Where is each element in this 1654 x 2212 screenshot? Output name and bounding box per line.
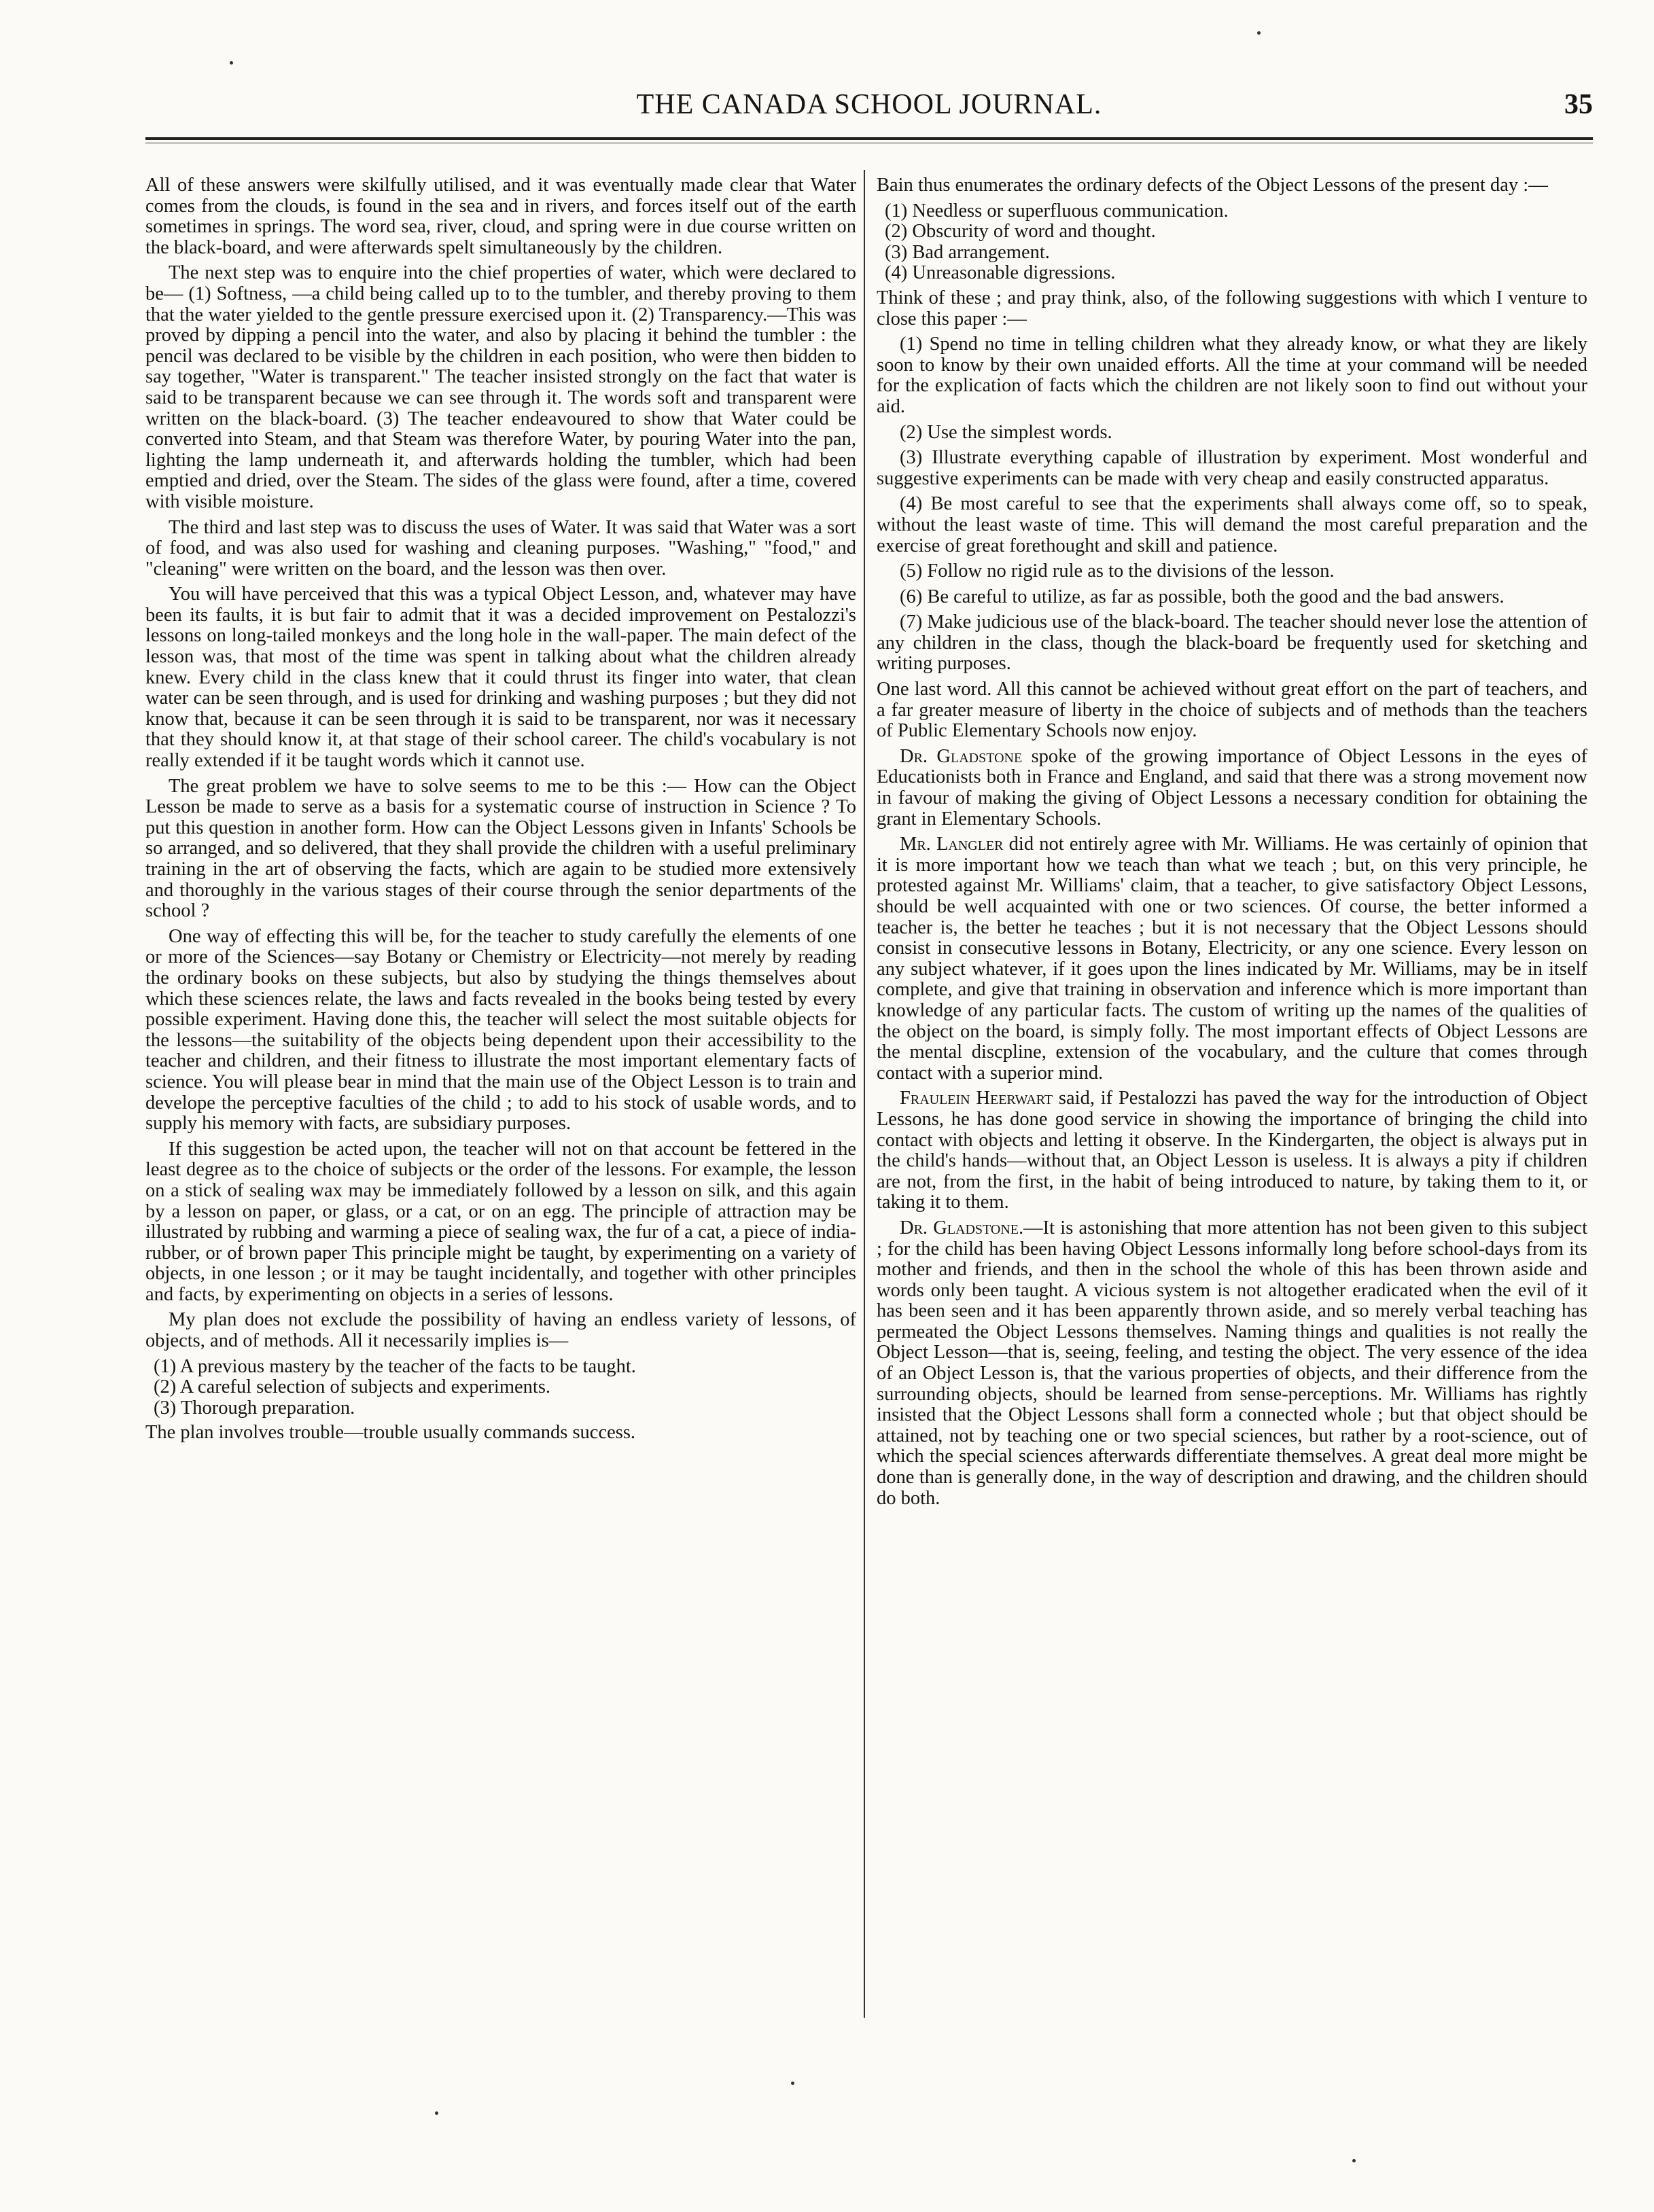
- speaker-text: did not entirely agree with Mr. Williams. He was certainly of opinion that it is more important how we teach than what we teach ; but, on this very principle, he protested against Mr. Williams' claim, that a teacher, to give satisfactory Object Lessons, should be well acquainted with one or two sciences. Of course, the better informed a teacher is, the better he teaches ; but it is not necessary that the Object Lessons should consist in consecutive lessons in Botany, Electricity, or any one science. Every lesson on any subject whatever, if it goes upon the lines indicated by Mr. Williams, may be in itself complete, and give that training in observation and inference which is more important than knowledge of any particular facts. The custom of writing up the names of the qualities of the object on the board, is simply folly. The most important effects of Object Lessons are the mental discpline, extension of the vocabulary, and the culture that comes through contact with a superior mind.: [877, 834, 1587, 1084]
- page-header: [145, 88, 1593, 129]
- right-column: [877, 175, 1587, 1514]
- speaker-name: Dr. Gladstone.: [900, 1217, 1024, 1238]
- speaker-name: Dr. Gladstone: [900, 745, 1023, 767]
- suggestion: (6) Be careful to utilize, as far as possible, both the good and the bad answers.: [900, 586, 1505, 607]
- scan-speck: [435, 2111, 438, 2115]
- suggestion: (7) Make judicious use of the black-board. The teacher should never lose the attention of any children in the class, though the black-board be frequently used for sketching and writing purposes.: [877, 611, 1587, 675]
- speaker-text: said, if Pestalozzi has paved the way for the introduction of Object Lessons, he has done good service in showing the importance of bringing the child into contact with objects and letting it observe. In the Kindergarten, the object is always put in the child's hands—without that, an Object Lesson is useless. It is always a pity if children are not, from the first, in the habit of being introduced to nature, by taking them to it, or taking it to them.: [877, 1088, 1588, 1213]
- paragraph: One last word. All this cannot be achieved without great effort on the part of teachers, and a far greater measure of liberty in the choice of subjects and of methods than the teachers of Public Elementary Schools now enjoy.: [877, 679, 1587, 742]
- column-divider: [864, 170, 865, 2018]
- page-number: 35: [1564, 89, 1593, 120]
- paragraph: My plan does not exclude the possibility of having an endless variety of lessons, of objects, and of methods. All it necessarily implies is—: [145, 1309, 856, 1352]
- speaker-name: Fraulein Heerwart: [900, 1088, 1053, 1109]
- list-item: (1) Needless or superfluous communication.: [885, 200, 1229, 221]
- paragraph: If this suggestion be acted upon, the teacher will not on that account be fettered in the least degree as to the choice of subjects or the order of the lessons. For example, the lesson on a stick of sealing wax may be immediately followed by a lesson on silk, and this again by a lesson on paper, or glass, or a cat, or on an egg. The principle of attraction may be illustrated by rubbing and warming a piece of sealing wax, the fur of a cat, a piece of india-rubber, or of brown paper This principle might be taught, by experimenting on a variety of objects, in one lesson ; or it may be taught incidentally, and together with other principles and facts, by experimenting on objects in a series of lessons.: [145, 1138, 856, 1305]
- paragraph: One way of effecting this will be, for the teacher to study carefully the elements of one or more of the Sciences—say Botany or Chemistry or Electricity—not merely by reading the ordinary books on these subjects, but also by studying the things themselves about which these sciences relate, the laws and facts revealed in the books being tested by every possible experiment. Having done this, the teacher will select the most suitable objects for the lessons—the suitability of the objects being dependent upon their accessibility to the teacher and children, and their fitness to illustrate the most important elementary facts of science. You will please bear in mind that the main use of the Object Lesson is to train and develope the perceptive faculties of the child ; to add to his stock of usable words, and to supply his memory with facts, are subsidiary purposes.: [145, 925, 856, 1135]
- scan-speck: [1352, 2159, 1356, 2162]
- paragraph: You will have perceived that this was a typical Object Lesson, and, whatever may have been its faults, it is but fair to admit that it was a decided improvement on Pestalozzi's lessons on long-tailed monkeys and the long hole in the wall-paper. The main defect of the lesson was, that most of the time was spent in talking about what the children already knew. Every child in the class knew that it could thrust its finger into water, that clean water can be seen through, and is used for drinking and washing purposes ; but they did not know that, because it can be seen through it is said to be transparent, nor was it necessary that they should know it, at that stage of their school career. The child's vocabulary is not really extended if it be taught words which it cannot use.: [145, 584, 856, 772]
- speaker-text: spoke of the growing importance of Object Lessons in the eyes of Educationists both in France and England, and said that there was a strong movement now in favour of making the giving of Object Lessons a necessary condition for obtaining the grant in Elementary Schools.: [877, 745, 1587, 830]
- speaker-name: Mr. Langler: [900, 834, 1004, 855]
- scan-speck: [791, 2082, 794, 2085]
- discussion-paragraph: [877, 1088, 1587, 1213]
- paragraph: Think of these ; and pray think, also, of the following suggestions with which I venture to close this paper :—: [877, 287, 1587, 329]
- discussion-paragraph: [877, 1218, 1587, 1509]
- suggestion: (5) Follow no rigid rule as to the divisions of the lesson.: [900, 560, 1335, 582]
- suggestion: (4) Be most careful to see that the experiments shall always come off, so to speak, without the least waste of time. This will demand the most careful preparation and the exercise of great forethought and skill and patience.: [877, 493, 1587, 556]
- header-rule-thick: [145, 137, 1593, 140]
- discussion-paragraph: [877, 747, 1587, 830]
- list-item: (3) Bad arrangement.: [885, 241, 1050, 263]
- list-item: (2) Obscurity of word and thought.: [885, 221, 1156, 243]
- discussion-paragraph: [877, 834, 1587, 1084]
- speaker-text: —It is astonishing that more attention has not been given to this subject ; for the child has been having Object Lessons informally long before school-days from its mother and friends, and then in the school the whole of this has been thrown aside and words only been taught. A vicious system is not altogether eradicated when the evil of it has been seen and it has been apparently thrown aside, and so merely verbal teaching has permeated the Object Lessons themselves. Naming things and qualities is not really the Object Lesson—that is, seeing, feeling, and testing the object. The very essence of the idea of an Object Lesson is, that the various properties of objects, and their difference from the surrounding objects, should be learned from sense-perceptions. Mr. Williams has rightly insisted that the Object Lessons shall form a connected whole ; but that object should be attained, not by teaching one or two special sciences, but rather by a root-science, out of which the special sciences afterwards differentiate themselves. A great deal more might be done than is generally done, in the way of description and drawing, and the children should do both.: [877, 1217, 1587, 1509]
- suggestion: (1) Spend no time in telling children what they already know, or what they are likely soon to know by their own unaided efforts. All the time at your command will be needed for the explication of facts which the children are not likely soon to find out without your aid.: [877, 334, 1587, 417]
- suggestion: (3) Illustrate everything capable of illustration by experiment. Most wonderful and suggestive experiments can be made with very cheap and easily constructed apparatus.: [877, 447, 1587, 489]
- list-item: (2) A careful selection of subjects and experiments.: [154, 1376, 551, 1398]
- list-item: (4) Unreasonable digressions.: [885, 262, 1116, 284]
- scan-speck: [1257, 31, 1261, 35]
- list-item: (1) A previous mastery by the teacher of the facts to be taught.: [154, 1355, 636, 1377]
- paragraph: The great problem we have to solve seems to me to be this :— How can the Object Lesson be made to serve as a basis for a systematic course of instruction in Science ? To put this question in another form. How can the Object Lessons given in Infants' Schools be so arranged, and so delivered, that they shall provide the children with a useful preliminary training in the art of observing the facts, which are again to be studied more extensively and thoroughly in the various stages of their course through the senior departments of the school ?: [145, 775, 856, 922]
- running-title: THE CANADA SCHOOL JOURNAL.: [636, 89, 1102, 120]
- requirements-list: [145, 1357, 856, 1419]
- paragraph: The plan involves trouble—trouble usually commands success.: [145, 1422, 636, 1444]
- defects-list: [877, 201, 1587, 284]
- paragraph: The next step was to enquire into the chief properties of water, which were declared to be— (1) Softness, —a child being called up to to the tumbler, and thereby proving to them that the water yielded to the gentle pressure exercised upon it. (2) Transparency.—This was proved by dipping a pencil into the water, and also by placing it behind the tumbler : the pencil was declared to be visible by the children in each position, who were then bidden to say together, "Water is transparent." The teacher insisted strongly on the fact that water is said to be transparent because we can see through it. The words soft and transparent were written on the black-board. (3) The teacher endeavoured to show that Water could be converted into Steam, and that Steam was therefore Water, by pouring Water into the pan, lighting the lamp underneath it, and afterwards holding the tumbler, which had been emptied and dried, over the Steam. The sides of the glass were found, after a time, covered with visible moisture.: [145, 262, 856, 512]
- paragraph: Bain thus enumerates the ordinary defects of the Object Lessons of the present day :—: [877, 175, 1548, 196]
- paragraph: The third and last step was to discuss the uses of Water. It was said that Water was a sort of food, and was also used for washing and cleaning purposes. "Washing," "food," and "cleaning" were written on the board, and the lesson was then over.: [145, 516, 856, 579]
- suggestion: (2) Use the simplest words.: [900, 421, 1112, 443]
- left-column: [145, 175, 856, 1448]
- scan-speck: [230, 61, 233, 65]
- paragraph: All of these answers were skilfully utilised, and it was eventually made clear that Water comes from the clouds, is found in the sea and in rivers, and forces itself out of the earth sometimes in springs. The word sea, river, cloud, and spring were in due course written on the black-board, and were afterwards spelt simultaneously by the children.: [145, 175, 856, 258]
- list-item: (3) Thorough preparation.: [154, 1397, 355, 1419]
